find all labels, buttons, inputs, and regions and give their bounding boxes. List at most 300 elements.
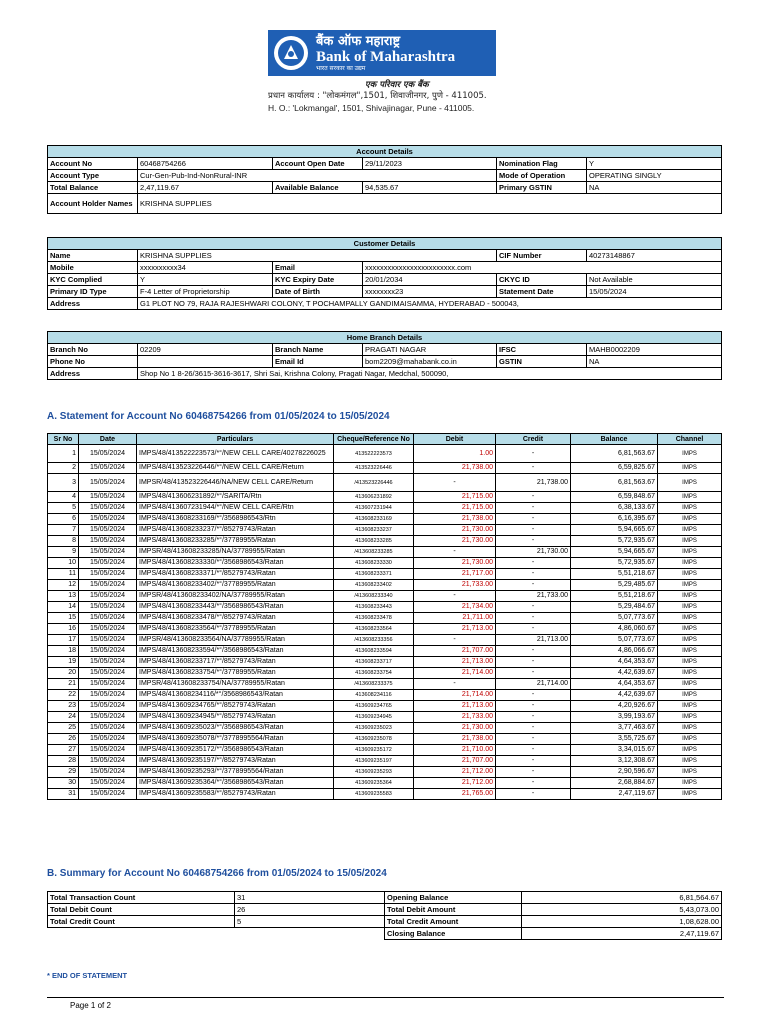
particulars-cell: IMPS/48/413606231892/*°/SARITA/Rtn [137, 492, 334, 503]
balance-cell: 6,59,848.67 [571, 492, 658, 503]
balance-cell: 5,51,218.67 [571, 591, 658, 602]
credit-cell: 21,713.00 [496, 635, 571, 646]
table-row [48, 789, 722, 800]
total-txn-label: Total Transaction Count [48, 892, 235, 904]
sr-no-cell: 24 [48, 712, 79, 723]
debit-cell: 21,730.00 [414, 525, 496, 536]
debit-cell: 21,738.00 [414, 734, 496, 745]
particulars-cell: IMPS/48/413607231944/*°/NEW CELL CARE/Rtn [137, 503, 334, 514]
debit-cell: 21,715.00 [414, 492, 496, 503]
sr-no-cell: 31 [48, 789, 79, 800]
credit-amount-label: Total Credit Amount [385, 916, 522, 928]
table-row [48, 536, 722, 547]
balance-cell: 6,81,563.67 [571, 474, 658, 492]
mobile-value: xxxxxxxxxx34 [138, 262, 273, 274]
date-cell: 15/05/2024 [79, 445, 137, 463]
column-header-date: Date [79, 434, 137, 445]
date-cell: 15/05/2024 [79, 756, 137, 767]
sr-no-cell: 26 [48, 734, 79, 745]
credit-cell: 21,714.00 [496, 679, 571, 690]
credit-cell: 21,730.00 [496, 547, 571, 558]
credit-amount-value: 1,08,628.00 [522, 916, 722, 928]
sr-no-cell: 10 [48, 558, 79, 569]
reference-cell: 413609235078 [334, 734, 414, 745]
summary-title: B. Summary for Account No 60468754266 from 01/05/2024 to 15/05/2024 [47, 868, 387, 879]
channel-cell: IMPS [658, 767, 722, 778]
date-cell: 15/05/2024 [79, 514, 137, 525]
closing-balance-value: 2,47,119.67 [522, 928, 722, 940]
particulars-cell: IMPS/48/413609234945/*°/85279743/Ratan [137, 712, 334, 723]
balance-cell: 4,42,639.67 [571, 668, 658, 679]
head-office-english: H. O.: 'Lokmangal', 1501, Shivajinagar, Pune - 411005. [268, 103, 475, 113]
balance-cell: 2,68,884.67 [571, 778, 658, 789]
table-row [48, 547, 722, 558]
reference-cell: 413608233237 [334, 525, 414, 536]
credit-cell: - [496, 789, 571, 800]
balance-cell: 5,72,935.67 [571, 536, 658, 547]
debit-cell: - [414, 591, 496, 602]
reference-cell: 413522223573 [334, 445, 414, 463]
table-row [48, 690, 722, 701]
date-cell: 15/05/2024 [79, 635, 137, 646]
head-office-hindi: प्रधान कार्यालय : "लोकमंगल",1501, शिवाजीनगर, पुणे - 411005. [268, 91, 487, 101]
balance-cell: 6,59,825.67 [571, 463, 658, 474]
statement-title: A. Statement for Account No 60468754266 from 01/05/2024 to 15/05/2024 [47, 411, 390, 422]
debit-cell: 21,707.00 [414, 756, 496, 767]
kyc-label: KYC Complied [48, 274, 138, 286]
balance-cell: 4,86,066.67 [571, 646, 658, 657]
reference-cell: 413606231892 [334, 492, 414, 503]
channel-cell: IMPS [658, 701, 722, 712]
particulars-cell: IMPS/48/413608233330/*°/3568986543/Ratan [137, 558, 334, 569]
date-cell: 15/05/2024 [79, 591, 137, 602]
channel-cell: IMPS [658, 492, 722, 503]
table-row [48, 569, 722, 580]
reference-cell: 413608233717 [334, 657, 414, 668]
particulars-cell: IMPSR/48/413608233754/NA/37789955/Ratan [137, 679, 334, 690]
balance-cell: 6,38,133.67 [571, 503, 658, 514]
particulars-cell: IMPS/48/413608233402/*°/37789955/Ratan [137, 580, 334, 591]
date-cell: 15/05/2024 [79, 723, 137, 734]
page-total: 2 [106, 1001, 111, 1010]
balance-cell: 4,20,926.67 [571, 701, 658, 712]
end-of-statement: * END OF STATEMENT [47, 971, 128, 980]
credit-cell: - [496, 756, 571, 767]
credit-cell: - [496, 536, 571, 547]
ckyc-value: Not Available [587, 274, 722, 286]
debit-cell: - [414, 547, 496, 558]
balance-cell: 4,64,353.67 [571, 679, 658, 690]
page-label: Page 1 of [70, 1001, 105, 1010]
date-cell: 15/05/2024 [79, 613, 137, 624]
branch-name-label: Branch Name [273, 344, 363, 356]
table-row [48, 668, 722, 679]
particulars-cell: IMPSR/48/413523226446/NA/NEW CELL CARE/Return [137, 474, 334, 492]
date-cell: 15/05/2024 [79, 602, 137, 613]
debit-cell: 21,713.00 [414, 624, 496, 635]
particulars-cell: IMPS/48/413609235078/*°/3778995564/Ratan [137, 734, 334, 745]
sr-no-cell: 3 [48, 474, 79, 492]
channel-cell: IMPS [658, 690, 722, 701]
channel-cell: IMPS [658, 657, 722, 668]
customer-address-label: Address [48, 298, 138, 310]
closing-balance-label: Closing Balance [385, 928, 522, 940]
channel-cell: IMPS [658, 547, 722, 558]
debit-cell: 21,765.00 [414, 789, 496, 800]
sr-no-cell: 17 [48, 635, 79, 646]
account-details-title: Account Details [48, 146, 722, 158]
particulars-cell: IMPS/48/413609235293/*°/3778995564/Ratan [137, 767, 334, 778]
kyc-expiry-value: 20/01/2034 [363, 274, 497, 286]
channel-cell: IMPS [658, 536, 722, 547]
account-type-value: Cur-Gen-Pub-Ind-NonRural-INR [138, 170, 497, 182]
credit-cell: - [496, 723, 571, 734]
table-row [48, 580, 722, 591]
table-row [48, 463, 722, 474]
debit-cell: 21,711.00 [414, 613, 496, 624]
branch-details-table [47, 331, 722, 380]
particulars-cell: IMPSR/48/413608233285/NA/37789955/Ratan [137, 547, 334, 558]
primary-gstin-label: Primary GSTIN [497, 182, 587, 194]
particulars-cell: IMPSR/48/413608233402/NA/37789955/Ratan [137, 591, 334, 602]
sr-no-cell: 27 [48, 745, 79, 756]
statement-table [47, 433, 722, 800]
balance-cell: 4,86,060.67 [571, 624, 658, 635]
balance-cell: 4,64,353.67 [571, 657, 658, 668]
date-cell: 15/05/2024 [79, 789, 137, 800]
debit-cell: 21,713.00 [414, 657, 496, 668]
sr-no-cell: 6 [48, 514, 79, 525]
channel-cell: IMPS [658, 569, 722, 580]
debit-cell: 21,733.00 [414, 712, 496, 723]
table-row [48, 767, 722, 778]
channel-cell: IMPS [658, 558, 722, 569]
mobile-label: Mobile [48, 262, 138, 274]
debit-cell: 21,738.00 [414, 463, 496, 474]
channel-cell: IMPS [658, 445, 722, 463]
cif-value: 40273148867 [587, 250, 722, 262]
account-no-value: 60468754266 [138, 158, 273, 170]
channel-cell: IMPS [658, 503, 722, 514]
sr-no-cell: 4 [48, 492, 79, 503]
particulars-cell: IMPS/48/413608233594/*°/3568986543/Ratan [137, 646, 334, 657]
reference-cell: 413609235583 [334, 789, 414, 800]
table-row [48, 445, 722, 463]
credit-cell: - [496, 558, 571, 569]
table-row [48, 701, 722, 712]
sr-no-cell: 7 [48, 525, 79, 536]
debit-cell: 1.00 [414, 445, 496, 463]
customer-address-value: G1 PLOT NO 79, RAJA RAJESHWARI COLONY, T POCHAMPALLY GANDIMAISAMMA, HYDERABAD - 500043, [138, 298, 722, 310]
balance-cell: 5,94,665.67 [571, 547, 658, 558]
balance-cell: 2,90,596.67 [571, 767, 658, 778]
channel-cell: IMPS [658, 613, 722, 624]
debit-cell: 21,714.00 [414, 668, 496, 679]
reference-cell: 413609234945 [334, 712, 414, 723]
reference-cell: 413609235172 [334, 745, 414, 756]
balance-cell: 6,16,395.67 [571, 514, 658, 525]
primary-gstin-value: NA [587, 182, 722, 194]
debit-cell: 21,730.00 [414, 558, 496, 569]
date-cell: 15/05/2024 [79, 503, 137, 514]
name-value: KRISHNA SUPPLIES [138, 250, 497, 262]
reference-cell: 413609235023 [334, 723, 414, 734]
particulars-cell: IMPS/48/413608233371/*°/85279743/Ratan [137, 569, 334, 580]
sr-no-cell: 14 [48, 602, 79, 613]
table-row [48, 591, 722, 602]
date-cell: 15/05/2024 [79, 778, 137, 789]
cif-label: CIF Number [497, 250, 587, 262]
sr-no-cell: 12 [48, 580, 79, 591]
credit-cell: - [496, 602, 571, 613]
column-header-sr-no: Sr No [48, 434, 79, 445]
sr-no-cell: 8 [48, 536, 79, 547]
branch-details-title: Home Branch Details [48, 332, 722, 344]
table-row [48, 492, 722, 503]
balance-cell: 3,12,308.67 [571, 756, 658, 767]
credit-cell: - [496, 492, 571, 503]
balance-cell: 3,77,463.67 [571, 723, 658, 734]
date-cell: 15/05/2024 [79, 701, 137, 712]
particulars-cell: IMPS/48/413609235172/*°/3568986543/Ratan [137, 745, 334, 756]
date-cell: 15/05/2024 [79, 668, 137, 679]
channel-cell: IMPS [658, 756, 722, 767]
credit-cell: - [496, 624, 571, 635]
credit-cell: - [496, 613, 571, 624]
bank-slogan: एक परिवार एक बैंक [365, 80, 429, 90]
particulars-cell: IMPSR/48/413608233564/NA/37789955/Ratan [137, 635, 334, 646]
debit-cell: - [414, 635, 496, 646]
reference-cell: /413608233375 [334, 679, 414, 690]
channel-cell: IMPS [658, 679, 722, 690]
bank-emblem-icon [268, 30, 314, 76]
column-header-channel: Channel [658, 434, 722, 445]
particulars-cell: IMPS/48/413609234765/*°/85279743/Ratan [137, 701, 334, 712]
phone-value [138, 356, 273, 368]
channel-cell: IMPS [658, 712, 722, 723]
balance-cell: 2,47,119.67 [571, 789, 658, 800]
channel-cell: IMPS [658, 624, 722, 635]
balance-cell: 5,29,485.67 [571, 580, 658, 591]
date-cell: 15/05/2024 [79, 474, 137, 492]
branch-address-value: Shop No 1 8-26/3615-3616-3617, Shri Sai, Krishna Colony, Pragati Nagar, Medchal, 500090, [138, 368, 722, 380]
credit-cell: - [496, 569, 571, 580]
sr-no-cell: 15 [48, 613, 79, 624]
credit-cell: - [496, 525, 571, 536]
particulars-cell: IMPS/48/413608233169/*°/3568986543/Rtn [137, 514, 334, 525]
date-cell: 15/05/2024 [79, 767, 137, 778]
balance-cell: 5,51,218.67 [571, 569, 658, 580]
total-txn-value: 31 [235, 892, 385, 904]
sr-no-cell: 9 [48, 547, 79, 558]
branch-address-label: Address [48, 368, 138, 380]
credit-cell: - [496, 712, 571, 723]
account-details-table [47, 145, 722, 214]
reference-cell: 413608233478 [334, 613, 414, 624]
balance-cell: 3,55,725.67 [571, 734, 658, 745]
sr-no-cell: 13 [48, 591, 79, 602]
mode-label: Mode of Operation [497, 170, 587, 182]
credit-cell: - [496, 657, 571, 668]
summary-blank-cell [48, 928, 235, 940]
particulars-cell: IMPS/48/413608233478/*°/85279743/Ratan [137, 613, 334, 624]
logo-english-text: Bank of Maharashtra [316, 48, 456, 65]
table-row [48, 745, 722, 756]
sr-no-cell: 30 [48, 778, 79, 789]
table-row [48, 635, 722, 646]
credit-count-value: 5 [235, 916, 385, 928]
table-row [48, 734, 722, 745]
channel-cell: IMPS [658, 734, 722, 745]
sr-no-cell: 21 [48, 679, 79, 690]
date-cell: 15/05/2024 [79, 492, 137, 503]
phone-label: Phone No [48, 356, 138, 368]
sr-no-cell: 19 [48, 657, 79, 668]
sr-no-cell: 23 [48, 701, 79, 712]
date-cell: 15/05/2024 [79, 734, 137, 745]
reference-cell: 413608233754 [334, 668, 414, 679]
reference-cell: 413608234116 [334, 690, 414, 701]
kyc-value: Y [138, 274, 273, 286]
table-row [48, 514, 722, 525]
credit-cell: - [496, 445, 571, 463]
date-cell: 15/05/2024 [79, 525, 137, 536]
reference-cell: 413609235364 [334, 778, 414, 789]
channel-cell: IMPS [658, 778, 722, 789]
debit-amount-value: 5,43,073.00 [522, 904, 722, 916]
date-cell: 15/05/2024 [79, 657, 137, 668]
summary-blank-cell [235, 928, 385, 940]
reference-cell: /413523226446 [334, 474, 414, 492]
particulars-cell: IMPS/48/413608233754/*°/37789955/Ratan [137, 668, 334, 679]
available-balance-label: Available Balance [273, 182, 363, 194]
date-cell: 15/05/2024 [79, 679, 137, 690]
debit-count-value: 26 [235, 904, 385, 916]
sr-no-cell: 2 [48, 463, 79, 474]
debit-cell: 21,707.00 [414, 646, 496, 657]
channel-cell: IMPS [658, 514, 722, 525]
customer-details-title: Customer Details [48, 238, 722, 250]
date-cell: 15/05/2024 [79, 624, 137, 635]
debit-cell: 21,712.00 [414, 778, 496, 789]
dob-label: Date of Birth [273, 286, 363, 298]
particulars-cell: IMPS/48/413522223573/*°/NEW CELL CARE/40278226025 [137, 445, 334, 463]
credit-cell: - [496, 701, 571, 712]
debit-cell: 21,714.00 [414, 690, 496, 701]
account-no-label: Account No [48, 158, 138, 170]
particulars-cell: IMPS/48/413608234116/*°/3568986543/Ratan [137, 690, 334, 701]
credit-cell: - [496, 503, 571, 514]
opening-balance-value: 6,81,564.67 [522, 892, 722, 904]
date-cell: 15/05/2024 [79, 558, 137, 569]
email-label: Email [273, 262, 363, 274]
primary-id-value: F-4 Letter of Proprietorship [138, 286, 273, 298]
channel-cell: IMPS [658, 745, 722, 756]
table-row [48, 778, 722, 789]
reference-cell: 413607231944 [334, 503, 414, 514]
logo-hindi-text: बैंक ऑफ महाराष्ट्र [316, 33, 401, 49]
balance-cell: 5,07,773.67 [571, 613, 658, 624]
balance-cell: 5,72,935.67 [571, 558, 658, 569]
footer-divider [47, 997, 724, 998]
particulars-cell: IMPS/48/413523226446/*°/NEW CELL CARE/Return [137, 463, 334, 474]
branch-email-label: Email Id [273, 356, 363, 368]
balance-cell: 4,42,639.67 [571, 690, 658, 701]
table-row [48, 723, 722, 734]
bank-logo [268, 30, 496, 76]
reference-cell: 413608233443 [334, 602, 414, 613]
ifsc-value: MAHB0002209 [587, 344, 722, 356]
channel-cell: IMPS [658, 723, 722, 734]
branch-gstin-value: NA [587, 356, 722, 368]
date-cell: 15/05/2024 [79, 547, 137, 558]
table-row [48, 712, 722, 723]
email-value: xxxxxxxxxxxxxxxxxxxxxxxx.com [363, 262, 722, 274]
debit-cell: 21,733.00 [414, 580, 496, 591]
reference-cell: /413608233340 [334, 591, 414, 602]
date-cell: 15/05/2024 [79, 536, 137, 547]
column-header-particulars: Particulars [137, 434, 334, 445]
date-cell: 15/05/2024 [79, 463, 137, 474]
reference-cell: 413609235293 [334, 767, 414, 778]
channel-cell: IMPS [658, 591, 722, 602]
sr-no-cell: 28 [48, 756, 79, 767]
channel-cell: IMPS [658, 463, 722, 474]
balance-cell: 6,81,563.67 [571, 445, 658, 463]
available-balance-value: 94,535.67 [363, 182, 497, 194]
credit-cell: - [496, 778, 571, 789]
column-header-credit: Credit [496, 434, 571, 445]
dob-value: xxxxxxxx23 [363, 286, 497, 298]
debit-cell: 21,717.00 [414, 569, 496, 580]
table-row [48, 602, 722, 613]
channel-cell: IMPS [658, 602, 722, 613]
page-number [70, 1001, 111, 1010]
credit-cell: 21,738.00 [496, 474, 571, 492]
reference-cell: 413608233594 [334, 646, 414, 657]
particulars-cell: IMPS/48/413609235023/*°/3568986543/Ratan [137, 723, 334, 734]
particulars-cell: IMPS/48/413609235197/*°/85279743/Ratan [137, 756, 334, 767]
sr-no-cell: 22 [48, 690, 79, 701]
balance-cell: 5,07,773.67 [571, 635, 658, 646]
reference-cell: 413608233371 [334, 569, 414, 580]
table-row [48, 756, 722, 767]
table-row [48, 646, 722, 657]
reference-cell: 413523226446 [334, 463, 414, 474]
branch-email-value: bom2209@mahabank.co.in [363, 356, 497, 368]
branch-no-value: 02209 [138, 344, 273, 356]
date-cell: 15/05/2024 [79, 745, 137, 756]
total-balance-label: Total Balance [48, 182, 138, 194]
table-row [48, 624, 722, 635]
credit-cell: - [496, 668, 571, 679]
statement-date-label: Statement Date [497, 286, 587, 298]
reference-cell: 413609234765 [334, 701, 414, 712]
table-row [48, 657, 722, 668]
ckyc-label: CKYC ID [497, 274, 587, 286]
sr-no-cell: 20 [48, 668, 79, 679]
table-row [48, 525, 722, 536]
channel-cell: IMPS [658, 646, 722, 657]
date-cell: 15/05/2024 [79, 580, 137, 591]
debit-cell: - [414, 474, 496, 492]
name-label: Name [48, 250, 138, 262]
branch-no-label: Branch No [48, 344, 138, 356]
debit-count-label: Total Debit Count [48, 904, 235, 916]
holder-label: Account Holder Names [48, 194, 138, 214]
credit-cell: - [496, 734, 571, 745]
total-balance-value: 2,47,119.67 [138, 182, 273, 194]
